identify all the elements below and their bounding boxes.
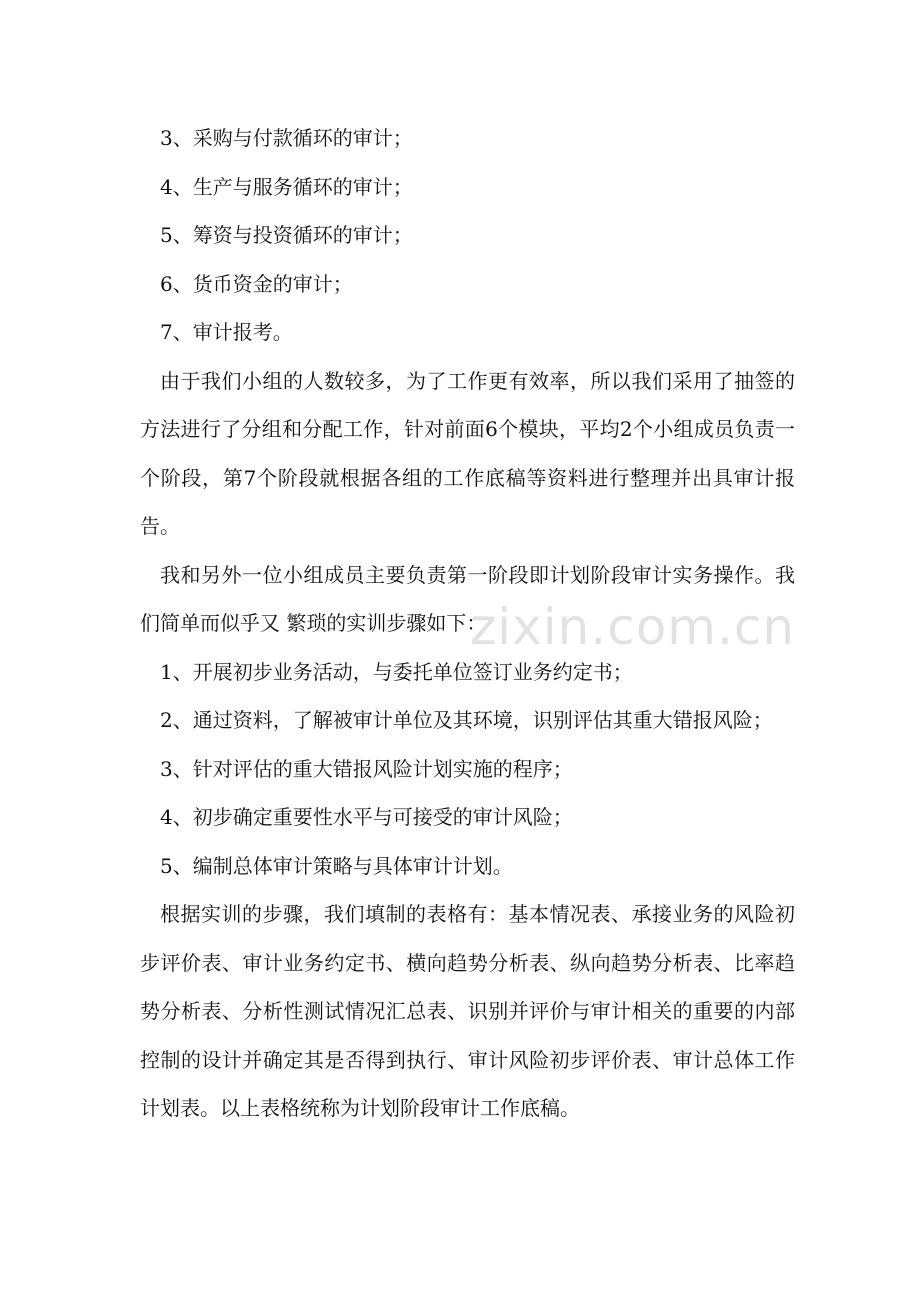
- step-item-understand-entity: 2、通过资料，了解被审计单位及其环境，识别评估其重大错报风险；: [160, 708, 773, 732]
- step-item-materiality: 4、初步确定重要性水平与可接受的审计风险；: [160, 805, 573, 829]
- document-body: [140, 114, 795, 1133]
- list-item-procurement-payment-audit: 3、采购与付款循环的审计；: [160, 126, 413, 150]
- list-item-monetary-funds-audit: 6、货币资金的审计；: [160, 271, 353, 296]
- list-item-production-service-audit: 4、生产与服务循环的审计；: [160, 174, 413, 199]
- step-item-audit-strategy: 5、编制总体审计策略与具体审计计划。: [160, 853, 513, 878]
- paragraph-working-papers: 根据实训的步骤，我们填制的表格有：基本情况表、承接业务的风险初步评价表、审计业务约定书、横向趋势分析表、纵向趋势分析表、比率趋势分析表、分析性测试情况汇总表、识别并评价与审计相关的重要的内部控制的设计并确定其是否得到执行、审计风险初步评价表、审计总体工作计划表。以上表格统称为计划阶段审计工作底稿。: [140, 902, 795, 1120]
- step-item-planned-procedures: 3、针对评估的重大错报风险计划实施的程序；: [160, 756, 573, 781]
- step-item-preliminary-activities: 1、开展初步业务活动，与委托单位签订业务约定书；: [160, 659, 633, 684]
- list-item-audit-report: 7、审计报考。: [160, 320, 293, 344]
- paragraph-group-division: 由于我们小组的人数较多，为了工作更有效率，所以我们采用了抽签的方法进行了分组和分配工作，针对前面6个模块，平均2个小组成员负责一个阶段，第7个阶段就根据各组的工作底稿等资料进行整理并出具审计报告。: [140, 368, 795, 538]
- paragraph-planning-stage: 我和另外一位小组成员主要负责第一阶段即计划阶段审计实务操作。我们简单而似乎又 繁琐的实训步骤如下：: [140, 562, 795, 635]
- watermark-logo: zixin.com.cn: [470, 598, 796, 656]
- list-item-financing-investment-audit: 5、筹资与投资循环的审计；: [160, 223, 413, 247]
